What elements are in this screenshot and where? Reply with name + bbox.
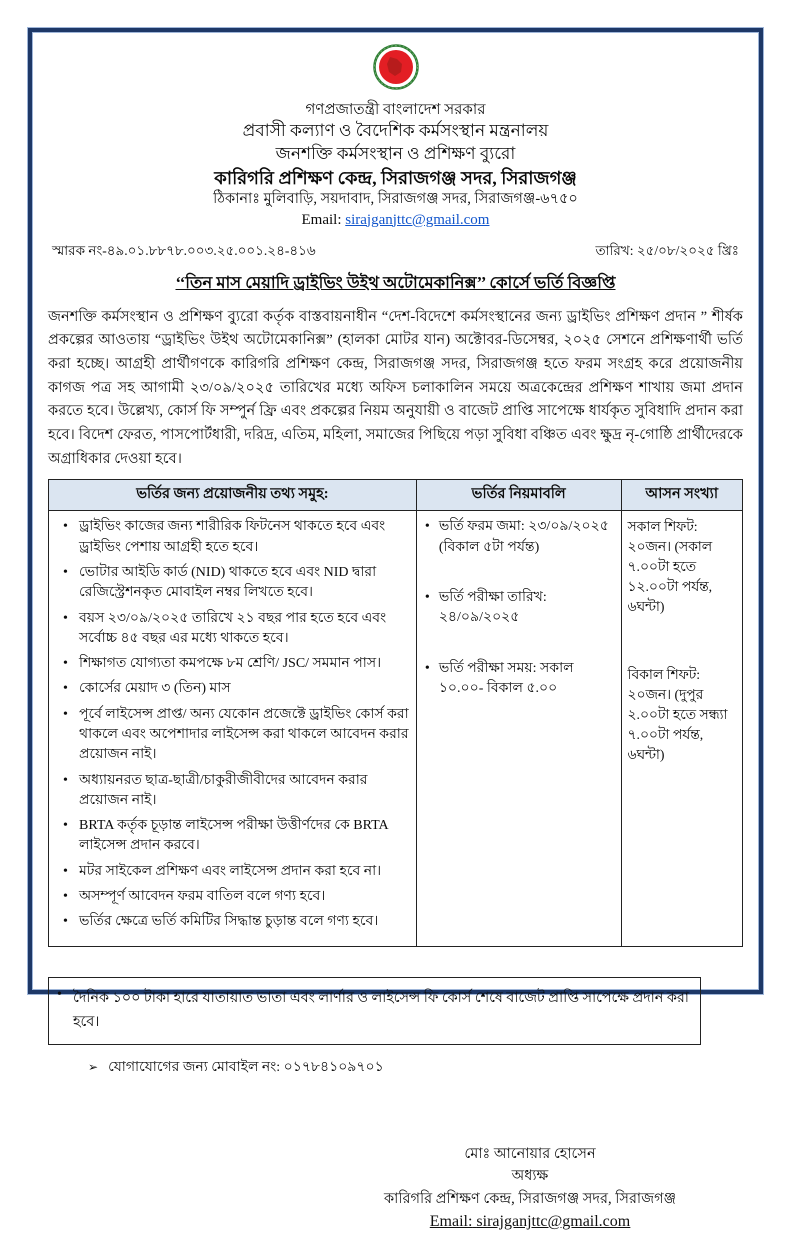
requirement-item: • ভোটার আইডি কার্ড (NID) থাকতে হবে এবং NID দ্বারা রেজিস্ট্রেশনকৃত মোবাইল নম্বর লিখতে হবে। <box>55 563 410 604</box>
rules-list <box>423 517 615 699</box>
col-header-seats: আসন সংখ্যা <box>621 480 742 511</box>
requirement-item: • মটর সাইকেল প্রশিক্ষণ এবং লাইসেন্স প্রদান করা হবে না। <box>55 862 410 882</box>
col-header-rules: ভর্তির নিয়মাবলি <box>416 480 621 511</box>
signature-email-line <box>365 1210 695 1235</box>
signatory-designation: অধ্যক্ষ <box>511 1168 549 1185</box>
allowance-note-box <box>48 977 701 1045</box>
rule-item: • ভর্তি পরীক্ষা সময়: সকাল ১০.০০- বিকাল ৫.০০ <box>423 659 615 700</box>
address-line: ঠিকানাঃ মুলিবাড়ি, সয়দাবাদ, সিরাজগঞ্জ সদর, সিরাজগঞ্জ-৬৭৫০ <box>213 191 578 208</box>
signature-block <box>365 1143 695 1235</box>
seats-cell <box>621 511 742 946</box>
requirement-item: • ভর্তির ক্ষেত্রে ভর্তি কমিটির সিদ্ধান্ত চুড়ান্ত বলে গণ্য হবে। <box>55 912 410 932</box>
ministry-line: প্রবাসী কল্যাণ ও বৈদেশিক কর্মসংস্থান মন্ত্রনালয় <box>242 120 549 140</box>
rule-item: • ভর্তি ফরম জমা: ২৩/০৯/২০২৫ (বিকাল ৫টা পর্যন্ত) <box>423 517 615 558</box>
letterhead <box>48 44 743 230</box>
signature-email-link[interactable]: sirajganjttc@gmail.com <box>476 1213 631 1231</box>
contact-mobile-text: যোগাযোগের জন্য মোবাইল নং: ০১৭৮৪১০৯৭০১ <box>108 1059 384 1075</box>
header-email-link[interactable]: sirajganjttc@gmail.com <box>345 211 490 228</box>
contact-line <box>48 1055 743 1079</box>
requirement-item: • শিক্ষাগত যোগ্যতা কমপক্ষে ৮ম শ্রেণি/ JSC/ সমমান পাস। <box>55 654 410 674</box>
email-label: Email: <box>301 211 342 228</box>
center-name-line: কারিগরি প্রশিক্ষণ কেন্দ্র, সিরাজগঞ্জ সদর, সিরাজগঞ্জ <box>214 167 577 188</box>
requirement-item: • অধ্যায়নরত ছাত্র-ছাত্রী/চাকুরীজীবীদের আবেদন করার প্রয়োজন নাই। <box>55 771 410 812</box>
intro-paragraph: জনশক্তি কর্মসংস্থান ও প্রশিক্ষণ ব্যুরো কর্তৃক বাস্তবায়নাধীন “দেশ-বিদেশে কর্মসংস্থানের জন্য ড্রাইভিং প্রশিক্ষণ প্রদান ” শীর্ষক প্রকল্পের আওতায় “ড্রাইভিং উইথ অটোমেকানিক্স” (হালকা মোটর যান) অক্টোবর-ডিসেম্বর, ২০২৫ সেশনে প্রশিক্ষণার্থী ভর্তি করা হচ্ছে। আগ্রহী প্রার্থীগণকে কারিগরি প্রশিক্ষণ কেন্দ্র, সিরাজগঞ্জ সদর, সিরাজগঞ্জ হতে ফরম সংগ্রহ করে প্রয়োজনীয় কাগজ পত্র সহ আগামী ২৩/০৯/২০২৫ তারিখের মধ্যে অফিস চলাকালিন সময়ে অত্রকেন্দ্রের প্রশিক্ষণ শাখায় জমা প্রদান করতে হবে। উল্লেখ্য, কোর্স ফি সম্পুর্ন ফ্রি এবং প্রকল্পের নিয়ম অনুযায়ী ও বাজেট প্রাপ্তি সাপেক্ষে ধার্যকৃত সুবিধাদি প্রদান করা হবে। বিদেশ ফেরত, পাসপোর্টধারী, দরিদ্র, এতিম, মহিলা, সমাজের পিছিয়ে পড়া সুবিধা বঞ্চিত এবং ক্ষুদ্র নৃ-গোষ্ঠি প্রার্থীদেরকে অগ্রাধিকার দেওয়া হবে। <box>48 308 743 467</box>
requirement-item: • ড্রাইভিং কাজের জন্য শারীরিক ফিটনেস থাকতে হবে এবং ড্রাইভিং পেশায় আগ্রহী হতে হবে। <box>55 517 410 558</box>
table-header-row <box>49 480 743 511</box>
rules-cell <box>416 511 621 946</box>
requirements-cell <box>49 511 417 946</box>
requirement-item: • অসম্পূর্ণ আবেদন ফরম বাতিল বলে গণ্য হবে। <box>55 887 410 907</box>
signatory-name: মোঃ আনোয়ার হোসেন <box>464 1145 596 1162</box>
signatory-organization: কারিগরি প্রশিক্ষণ কেন্দ্র, সিরাজগঞ্জ সদর, সিরাজগঞ্জ <box>383 1190 676 1207</box>
date-text: তারিখ: ২৫/০৮/২০২৫ খ্রিঃ <box>595 242 739 258</box>
requirements-list <box>55 517 410 932</box>
requirement-item: • পূর্বে লাইসেন্স প্রাপ্ত/ অন্য যেকোন প্রজেক্টে ড্রাইভিং কোর্স করা থাকলে এবং অপেশাদার লাইসেন্স করা থাকলে আবেদন করার প্রয়োজন নাই। <box>55 705 410 766</box>
memo-date-row <box>48 240 743 263</box>
bangladesh-govt-emblem-icon <box>373 44 419 97</box>
requirement-item: • বয়স ২৩/০৯/২০২৫ তারিখে ২১ বছর পার হতে হবে এবং সর্বোচ্চ ৪৫ বছর এর মধ্যে থাকতে হবে। <box>55 609 410 650</box>
admission-info-table <box>48 479 743 946</box>
signature-email-label: Email: <box>429 1213 473 1231</box>
seats-list <box>628 517 736 765</box>
government-line: গণপ্রজাতন্ত্রী বাংলাদেশ সরকার <box>305 101 486 118</box>
allowance-note: • দৈনিক ১০০ টাকা হারে যাতায়াত ভাতা এবং লার্ণার ও লাইসেন্স ফি কোর্স শেষে বাজেট প্রাপ্তি সাপেক্ষে প্রদান করা হবে। <box>49 987 690 1035</box>
requirement-item: • কোর্সের মেয়াদ ৩ (তিন) মাস <box>55 679 410 699</box>
memo-number: স্মারক নং-৪৯.০১.৮৮৭৮.০০৩.২৫.০০১.২৪-৪১৬ <box>52 242 316 258</box>
notice-title: ‘‘তিন মাস মেয়াদি ড্রাইভিং উইথ অটোমেকানিক্স’’ কোর্সে ভর্তি বিজ্ঞপ্তি <box>175 272 616 292</box>
col-header-requirements: ভর্তির জন্য প্রয়োজনীয় তথ্য সমুহ: <box>49 480 417 511</box>
seat-shift-info: সকাল শিফট: ২০জন। (সকাল ৭.০০টা হতে ১২.০০টা পর্যন্ত, ৬ঘন্টা) <box>627 519 713 615</box>
bureau-line: জনশক্তি কর্মসংস্থান ও প্রশিক্ষণ ব্যুরো <box>275 143 516 163</box>
table-body-row <box>49 511 743 946</box>
document-page <box>28 28 763 1231</box>
arrow-bullet-icon: ➢ <box>88 1059 99 1074</box>
header-email-line <box>48 210 743 230</box>
seat-shift-info: বিকাল শিফট: ২০জন। (দুপুর ২.০০টা হতে সন্ধ্যা ৭.০০টা পর্যন্ত, ৬ঘন্টা) <box>627 667 728 763</box>
requirement-item: • BRTA কর্তৃক চূড়ান্ত লাইসেন্স পরীক্ষা উত্তীর্ণদের কে BRTA লাইসেন্স প্রদান করবে। <box>55 816 410 857</box>
rule-item: • ভর্তি পরীক্ষা তারিখ: ২৪/০৯/২০২৫ <box>423 588 615 629</box>
